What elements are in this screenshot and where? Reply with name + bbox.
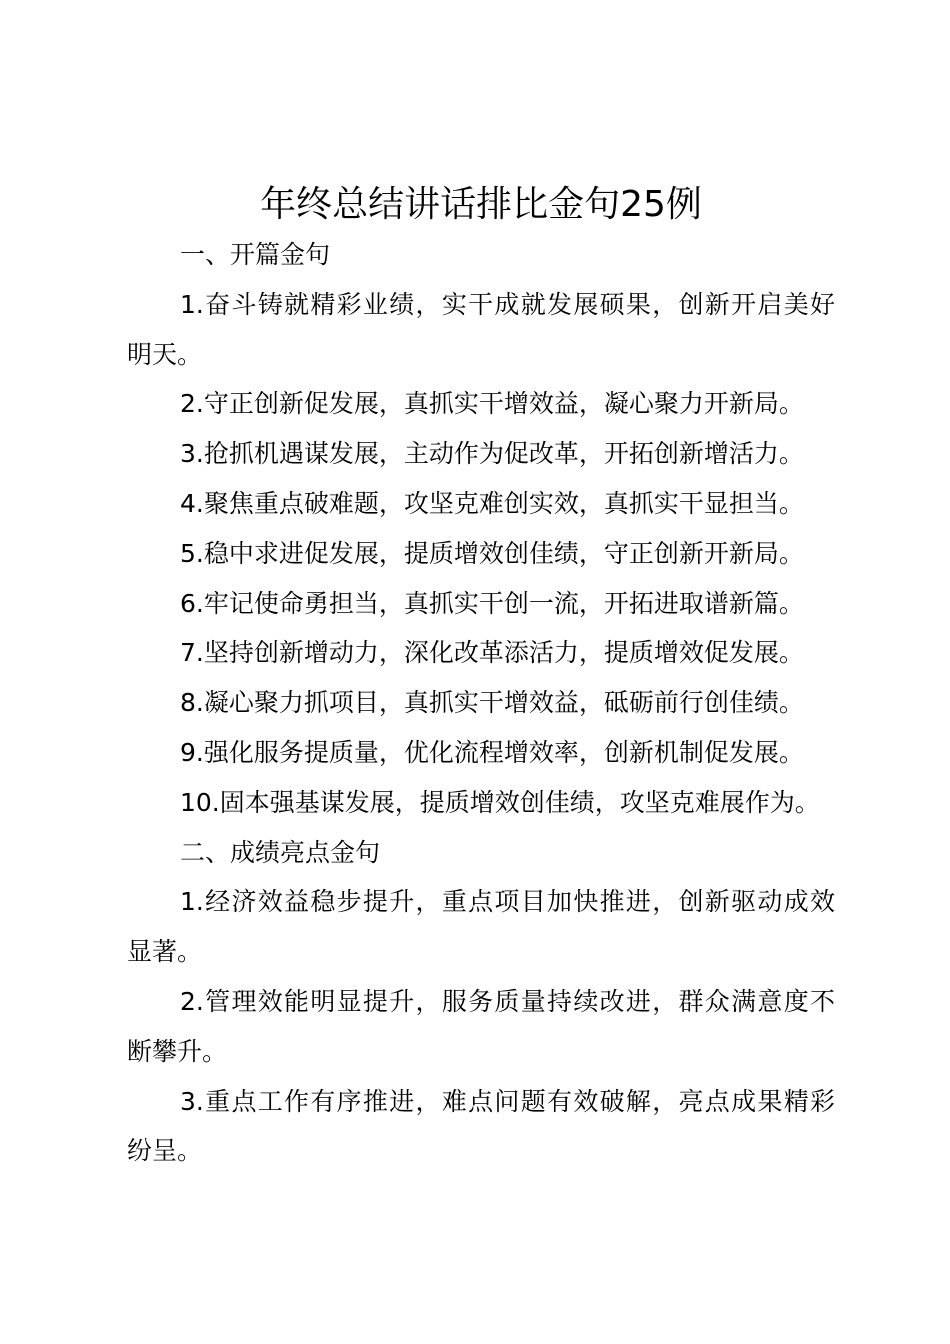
text-line: 3.重点工作有序推进，难点问题有效破解，亮点成果精彩 — [180, 1086, 835, 1116]
section-heading: 二、成绩亮点金句 — [180, 837, 381, 867]
text-line: 7.坚持创新增动力，深化改革添活力，提质增效促发展。 — [180, 638, 804, 668]
text-line: 1.奋斗铸就精彩业绩，实干成就发展硕果，创新开启美好 — [180, 289, 835, 319]
list-item — [127, 529, 835, 579]
section-achievements — [127, 828, 835, 1177]
list-item — [127, 877, 835, 977]
list-item — [127, 429, 835, 479]
list-item — [127, 280, 835, 380]
document-body — [127, 180, 835, 1176]
document-title: 年终总结讲话排比金句25例 — [260, 184, 702, 225]
text-line: 6.牢记使命勇担当，真抓实干创一流，开拓进取谱新篇。 — [180, 588, 804, 618]
text-line: 纷呈。 — [127, 1136, 203, 1166]
text-line: 4.聚焦重点破难题，攻坚克难创实效，真抓实干显担当。 — [180, 488, 804, 518]
text-line: 断攀升。 — [127, 1036, 228, 1066]
list-item — [127, 579, 835, 629]
text-line: 9.强化服务提质量，优化流程增效率，创新机制促发展。 — [180, 737, 804, 767]
list-item — [127, 628, 835, 678]
list-item — [127, 728, 835, 778]
list-item — [127, 479, 835, 529]
text-line: 明天。 — [127, 339, 203, 369]
list-item — [127, 379, 835, 429]
text-line: 3.抢抓机遇谋发展，主动作为促改革，开拓创新增活力。 — [180, 439, 804, 469]
list-item — [127, 977, 835, 1077]
text-line: 2.守正创新促发展，真抓实干增效益，凝心聚力开新局。 — [180, 389, 804, 419]
list-item — [127, 1077, 835, 1177]
list-item — [127, 778, 835, 828]
section-heading: 一、开篇金句 — [180, 240, 331, 269]
text-line: 1.经济效益稳步提升，重点项目加快推进，创新驱动成效 — [180, 887, 835, 917]
text-line: 2.管理效能明显提升，服务质量持续改进，群众满意度不 — [180, 986, 835, 1016]
text-line: 8.凝心聚力抓项目，真抓实干增效益，砥砺前行创佳绩。 — [180, 688, 804, 718]
text-line: 5.稳中求进促发展，提质增效创佳绩，守正创新开新局。 — [180, 538, 804, 568]
text-line: 显著。 — [127, 937, 203, 967]
section-opening — [127, 230, 835, 828]
text-line: 10.固本强基谋发展，提质增效创佳绩，攻坚克难展作为。 — [180, 787, 820, 817]
list-item — [127, 678, 835, 728]
